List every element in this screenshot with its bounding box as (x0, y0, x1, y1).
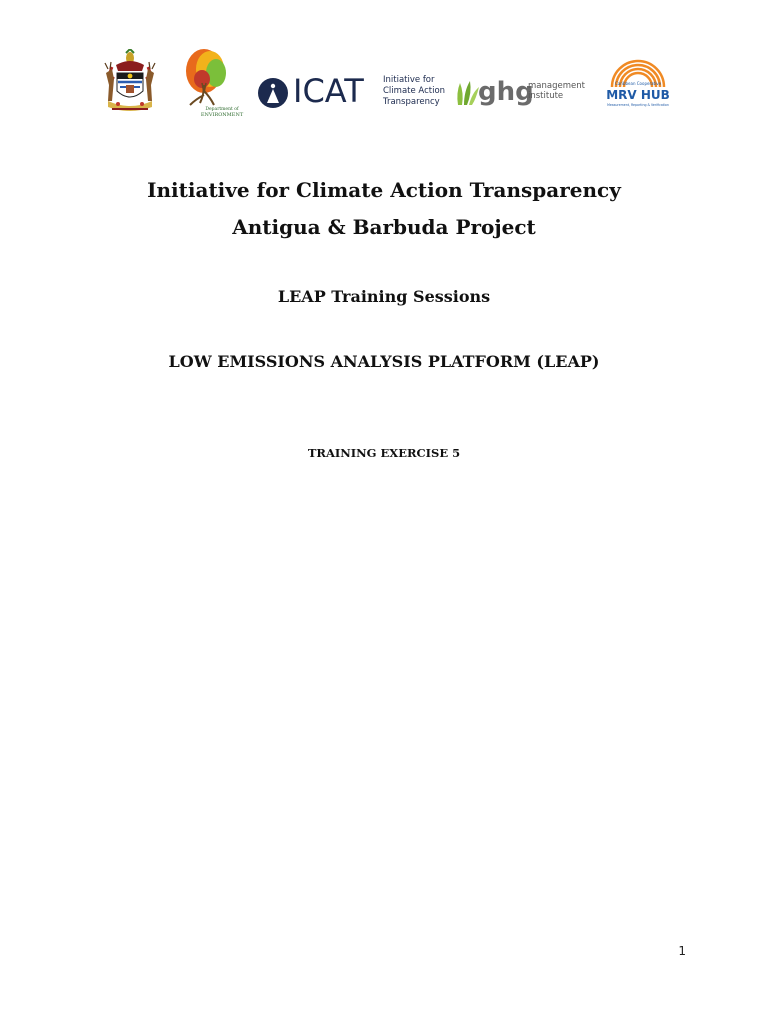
title-line2: Antigua & Barbuda Project (232, 215, 536, 239)
icat-tagline (383, 75, 445, 108)
page-number: 1 (678, 944, 686, 958)
ghg-logo (454, 75, 594, 115)
mrv-hub-logo (604, 55, 674, 113)
icat-tagline-line1: Initiative for (383, 75, 435, 85)
logo-strip (100, 45, 680, 120)
exercise-heading: TRAINING EXERCISE 5 (307, 446, 461, 460)
environment-logo (180, 47, 252, 119)
title-line1: Initiative for Climate Action Transparency (147, 178, 621, 202)
icat-emblem-icon (257, 77, 289, 109)
platform-heading: LOW EMISSIONS ANALYSIS PLATFORM (LEAP) (168, 352, 600, 371)
environment-caption-line1: Department of (205, 107, 239, 112)
icat-wordmark: ICAT (293, 72, 364, 110)
icat-tagline-line2: Climate Action (383, 86, 446, 96)
icat-tagline-line3: Transparency (383, 97, 440, 107)
coat-of-arms-logo (102, 49, 158, 117)
leaf-icon (454, 79, 480, 107)
subtitle: LEAP Training Sessions (277, 287, 491, 306)
mrv-wordmark: MRV HUB (606, 88, 670, 102)
ghg-wordmark: ghg (478, 77, 534, 107)
icat-logo (257, 71, 447, 115)
ghg-tagline-line2: institute (528, 91, 564, 101)
environment-caption-line2: ENVIRONMENT (200, 112, 244, 118)
mrv-top-text: Caribbean Cooperative (614, 81, 662, 86)
ghg-tagline-line1: management (528, 81, 585, 91)
mrv-sub-text: Measurement, Reporting & Verification (607, 103, 669, 107)
ghg-tagline (528, 81, 585, 101)
